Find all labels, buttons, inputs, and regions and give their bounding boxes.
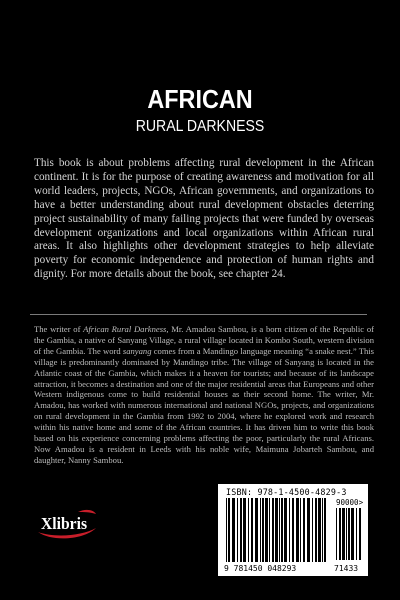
price-code: 90000> (336, 498, 364, 507)
price-bars (336, 508, 362, 560)
bio-text-2: , Mr. Amadou Sambou, is a born citizen of the Republic of the Gambia, a native of Sanyang Village, a rural village located in Kombo South, western division of the Gambia. The word (34, 324, 374, 356)
barcode-bar (284, 498, 287, 562)
barcode-digits: 9 781450 048293 (224, 564, 297, 573)
barcode-bar (243, 498, 246, 562)
bio-word: sanyang (122, 345, 152, 356)
barcode-bar (228, 498, 230, 562)
barcode-bar (279, 498, 280, 562)
publisher-logo: Xlibris (41, 514, 88, 533)
bio-text-3: comes from a Mandingo language meaning “a snake nest.” This village is predominantly dominated by Mandingo tribe. The village of Sanyang is located in the Atlantic coast of the Gambia, which makes it a heaven for tourists; and because of its landscape attraction, it becomes a destination and one of the major residential areas that Europeans and other Western indigenous come to build residential houses as their second home. The writer, Mr. Amadou, has worked with numerous international and national NGOs, projects, and organizations on rural development in the Gambia from 1992 to 2004, where he explored work and research within his native home and some of the African countries. It has driven him to write this book based on his experience concerning problems affecting the poor, particularly the rural Africans. Now Amadou is a resident in Leeds with his noble wife, Maimuna Jobarteh Sambou, and daughter, Nanny Sambou. (34, 345, 374, 465)
barcode-bar (275, 498, 278, 562)
barcode-bar (240, 498, 242, 562)
barcode-bar (265, 498, 268, 562)
barcode-bar (318, 498, 321, 562)
barcode-bar (248, 498, 249, 562)
book-title-line2: RURAL DARKNESS (135, 118, 265, 135)
barcode-bar (348, 508, 350, 560)
bio-book-title: African Rural Darkness (83, 324, 167, 334)
barcode-bar (336, 508, 337, 560)
barcode-bar (255, 498, 258, 562)
barcode-bar (296, 498, 299, 562)
barcode-bar (262, 498, 264, 562)
barcode-bar (303, 498, 305, 562)
author-bio (34, 324, 374, 466)
barcode (218, 484, 368, 576)
barcode-bar (312, 498, 313, 562)
barcode-bar (356, 508, 357, 560)
barcode-bar (339, 508, 341, 560)
barcode-bar (281, 498, 283, 562)
barcode-bars (226, 498, 330, 562)
barcode-bar (232, 498, 235, 562)
barcode-bar (351, 508, 354, 560)
barcode-bar (346, 508, 347, 560)
barcode-bar (237, 498, 238, 562)
barcode-bar (272, 498, 274, 562)
barcode-bar (307, 498, 310, 562)
book-title-line1: AFRICAN (147, 84, 253, 114)
barcode-bar (315, 498, 317, 562)
barcode-bar (359, 508, 361, 560)
barcode-bar (289, 498, 290, 562)
barcode-bar (324, 498, 326, 562)
price-digits: 71433 (334, 564, 359, 573)
barcode-bar (226, 498, 227, 562)
divider (30, 314, 367, 315)
barcode-bar (322, 498, 323, 562)
isbn-label: ISBN: 978-1-4500-4829-3 (226, 487, 347, 497)
book-blurb: This book is about problems affecting rural development in the African continent. It is for the purpose of creating awareness and motivation for all world leaders, projects, NGOs, African governments, and organizations to have a better understanding about rural development obstacles deterring project sustainability of many failing projects that were funded by overseas development organizations and local organizations within African rural areas. It also highlights other development strategies to help alleviate poverty for economic independence and protection of human rights and dignity. For more details about the book, see chapter 24. (34, 157, 374, 281)
bio-text-1: The writer of (34, 324, 84, 334)
barcode-bar (292, 498, 294, 562)
barcode-bar (251, 498, 253, 562)
barcode-bar (300, 498, 301, 562)
barcode-bar (260, 498, 261, 562)
barcode-bar (342, 508, 345, 560)
barcode-bar (269, 498, 270, 562)
